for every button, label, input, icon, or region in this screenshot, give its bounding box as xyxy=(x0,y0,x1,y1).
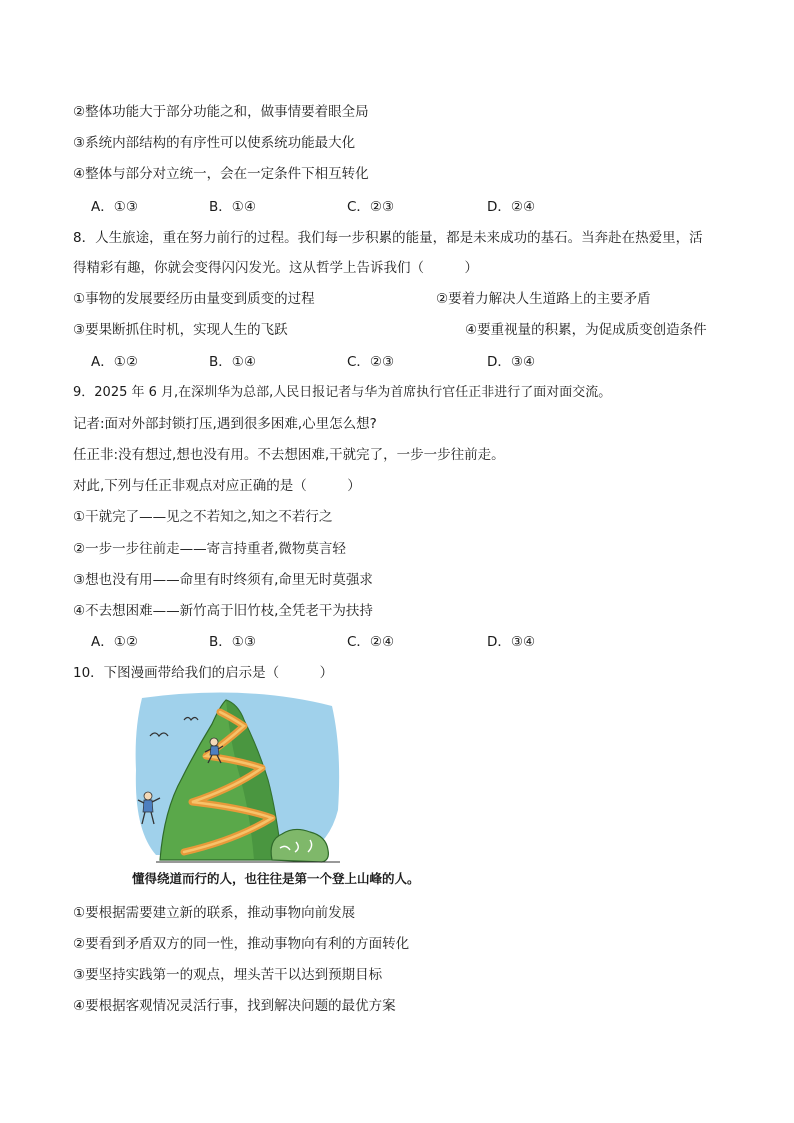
q10-stem: 10．下图漫画带给我们的启示是（ ） xyxy=(73,665,334,681)
cartoon-mountain-image xyxy=(126,690,346,868)
q7-option-b: B．①④ xyxy=(209,199,256,215)
q9-stem-line-3: 任正非:没有想过,想也没有用。不去想困难,干就完了，一步一步往前走。 xyxy=(73,447,505,463)
q8-stem-line-2: 得精彩有趣，你就会变得闪闪发光。这从哲学上告诉我们（ ） xyxy=(73,260,478,276)
q9-option-c: C．②④ xyxy=(347,634,395,650)
q8-stem-line-1: 8．人生旅途，重在努力前行的过程。我们每一步积累的能量，都是未来成功的基石。当奔赴在热爱里，活 xyxy=(73,230,703,246)
q8-option-c: C．②③ xyxy=(347,354,395,370)
q8-statement-3: ③要果断抓住时机，实现人生的飞跃 xyxy=(73,322,288,338)
q9-option-d: D．③④ xyxy=(487,634,536,650)
q10-statement-3: ③要坚持实践第一的观点，埋头苦干以达到预期目标 xyxy=(73,967,383,983)
q9-statement-1: ①干就完了——见之不若知之,知之不若行之 xyxy=(73,509,333,525)
q10-statement-4: ④要根据客观情况灵活行事，找到解决问题的最优方案 xyxy=(73,998,396,1014)
q7-option-d: D．②④ xyxy=(487,199,536,215)
q10-statement-1: ①要根据需要建立新的联系，推动事物向前发展 xyxy=(73,905,356,921)
q7-option-a: A．①③ xyxy=(91,199,138,215)
q9-option-b: B．①③ xyxy=(209,634,256,650)
q7-option-c: C．②③ xyxy=(347,199,395,215)
q9-stem-line-4: 对此,下列与任正非观点对应正确的是（ ） xyxy=(73,478,361,494)
q9-option-a: A．①② xyxy=(91,634,138,650)
q8-option-b: B．①④ xyxy=(209,354,256,370)
q10-statement-2: ②要看到矛盾双方的同一性，推动事物向有利的方面转化 xyxy=(73,936,410,952)
q9-stem-line-1: 9．2025 年 6 月,在深圳华为总部,人民日报记者与华为首席执行官任正非进行了面对面交流。 xyxy=(73,385,612,400)
q7-statement-3: ③系统内部结构的有序性可以使系统功能最大化 xyxy=(73,135,356,151)
q8-statement-2: ②要着力解决人生道路上的主要矛盾 xyxy=(436,291,651,307)
q9-statement-2: ②一步一步往前走——寄言持重者,微物莫言轻 xyxy=(73,541,346,557)
q8-statement-4: ④要重视量的积累，为促成质变创造条件 xyxy=(465,322,707,338)
q7-statement-2: ②整体功能大于部分功能之和，做事情要着眼全局 xyxy=(73,104,369,120)
cartoon-caption: 懂得绕道而行的人，也往往是第一个登上山峰的人。 xyxy=(132,871,420,886)
q8-option-a: A．①② xyxy=(91,354,138,370)
q8-option-d: D．③④ xyxy=(487,354,536,370)
q9-statement-4: ④不去想困难——新竹高于旧竹枝,全凭老干为扶持 xyxy=(73,603,373,619)
q9-statement-3: ③想也没有用——命里有时终须有,命里无时莫强求 xyxy=(73,572,373,588)
q7-statement-4: ④整体与部分对立统一，会在一定条件下相互转化 xyxy=(73,166,369,182)
q8-statement-1: ①事物的发展要经历由量变到质变的过程 xyxy=(73,291,315,307)
q9-stem-line-2: 记者:面对外部封锁打压,遇到很多困难,心里怎么想? xyxy=(73,416,377,432)
